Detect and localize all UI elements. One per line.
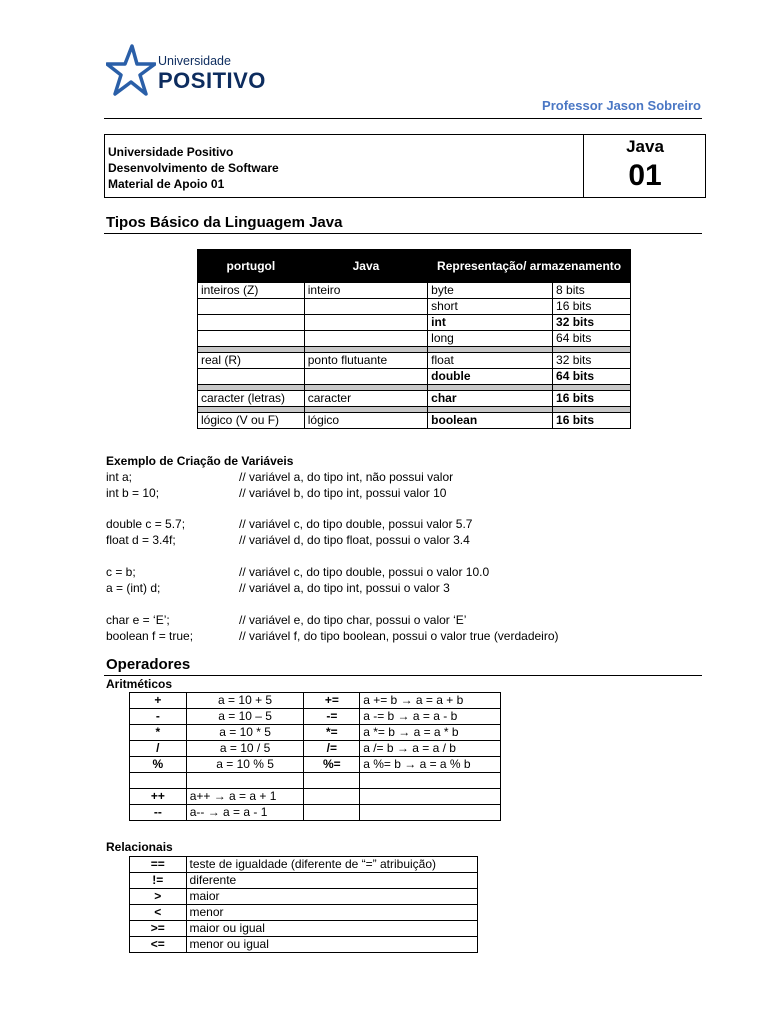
arithmetic-row	[130, 725, 501, 741]
arithmetic-row	[130, 741, 501, 757]
compound-operator-cell	[304, 789, 360, 805]
type-cell: long	[428, 331, 553, 347]
portugol-cell	[198, 299, 305, 315]
arithmetic-row	[130, 773, 501, 789]
operator-cell: --	[130, 805, 187, 821]
relational-row	[130, 937, 478, 953]
relational-operator-cell: <	[130, 905, 187, 921]
relational-description-cell: maior ou igual	[186, 921, 477, 937]
size-cell: 64 bits	[553, 369, 631, 385]
operator-cell: /	[130, 741, 187, 757]
java-cell: lógico	[304, 413, 427, 429]
arithmetic-row	[130, 757, 501, 773]
relational-operator-cell: >	[130, 889, 187, 905]
box-divider	[583, 135, 584, 197]
arithmetic-heading: Aritméticos	[106, 677, 173, 691]
example-cell: a = 10 * 5	[186, 725, 304, 741]
types-header-row	[198, 250, 631, 283]
logo-text-top: Universidade	[158, 54, 231, 68]
example-comment: // variável a, do tipo int, não possui valor	[239, 470, 454, 484]
compound-example-cell: a %= b → a = a % b	[360, 757, 501, 773]
example-code: int b = 10;	[106, 486, 160, 500]
example-code: a = (int) d;	[106, 581, 161, 595]
portugol-cell: lógico (V ou F)	[198, 413, 305, 429]
java-cell	[304, 369, 427, 385]
example-cell: a = 10 / 5	[186, 741, 304, 757]
examples-block	[106, 469, 706, 649]
relational-operator-cell: >=	[130, 921, 187, 937]
example-code: c = b;	[106, 565, 136, 579]
example-cell: a = 10 – 5	[186, 709, 304, 725]
relational-description-cell: maior	[186, 889, 477, 905]
header-representation: Representação/ armazenamento	[428, 250, 631, 283]
portugol-cell	[198, 369, 305, 385]
java-cell	[304, 299, 427, 315]
example-code: float d = 3.4f;	[106, 533, 176, 547]
compound-example-cell	[360, 789, 501, 805]
portugol-cell	[198, 315, 305, 331]
relational-row	[130, 921, 478, 937]
relational-row	[130, 873, 478, 889]
material-number: 01	[628, 159, 662, 192]
example-comment: // variável c, do tipo double, possui o valor 10.0	[239, 565, 490, 579]
example-cell: a++ → a = a + 1	[186, 789, 304, 805]
portugol-cell: real (R)	[198, 353, 305, 369]
java-cell	[304, 315, 427, 331]
compound-example-cell: a -= b → a = a - b	[360, 709, 501, 725]
size-cell: 16 bits	[553, 391, 631, 407]
arithmetic-row	[130, 789, 501, 805]
arithmetic-row	[130, 709, 501, 725]
relational-description-cell: menor	[186, 905, 477, 921]
compound-example-cell: a += b → a = a + b	[360, 693, 501, 709]
compound-example-cell	[360, 805, 501, 821]
relational-row	[130, 905, 478, 921]
header-portugol: portugol	[198, 250, 305, 283]
arithmetic-row	[130, 805, 501, 821]
logo-text-bottom: POSITIVO	[158, 68, 266, 93]
types-row	[198, 369, 631, 385]
type-cell: short	[428, 299, 553, 315]
type-cell: char	[428, 391, 553, 407]
types-heading: Tipos Básico da Linguagem Java	[106, 214, 343, 231]
operator-cell	[130, 773, 187, 789]
compound-operator-cell: -=	[304, 709, 360, 725]
operators-heading: Operadores	[106, 656, 191, 673]
portugol-cell: inteiros (Z)	[198, 283, 305, 299]
university-logo	[106, 44, 276, 96]
compound-operator-cell: +=	[304, 693, 360, 709]
types-row	[198, 331, 631, 347]
types-table	[197, 249, 631, 429]
compound-example-cell: a /= b → a = a / b	[360, 741, 501, 757]
relational-row	[130, 857, 478, 873]
size-cell: 32 bits	[553, 353, 631, 369]
relational-description-cell: diferente	[186, 873, 477, 889]
example-cell	[186, 773, 304, 789]
compound-operator-cell	[304, 805, 360, 821]
types-row	[198, 299, 631, 315]
header-java: Java	[304, 250, 427, 283]
compound-operator-cell: %=	[304, 757, 360, 773]
examples-heading: Exemplo de Criação de Variáveis	[106, 454, 294, 468]
material-line: Material de Apoio 01	[108, 177, 225, 191]
example-code: int a;	[106, 470, 133, 484]
type-cell: int	[428, 315, 553, 331]
size-cell: 64 bits	[553, 331, 631, 347]
portugol-cell	[198, 331, 305, 347]
arithmetic-table	[129, 692, 501, 821]
star-logo-icon	[106, 44, 156, 96]
relational-table	[129, 856, 478, 953]
types-row	[198, 315, 631, 331]
example-comment: // variável f, do tipo boolean, possui o valor true (verdadeiro)	[239, 629, 559, 643]
type-cell: boolean	[428, 413, 553, 429]
operator-cell: -	[130, 709, 187, 725]
relational-description-cell: teste de igualdade (diferente de “=” atribuição)	[186, 857, 477, 873]
institution-line: Universidade Positivo	[108, 145, 234, 159]
size-cell: 8 bits	[553, 283, 631, 299]
operator-cell: *	[130, 725, 187, 741]
relational-row	[130, 889, 478, 905]
type-cell: double	[428, 369, 553, 385]
operator-cell: %	[130, 757, 187, 773]
types-row	[198, 413, 631, 429]
java-cell: ponto flutuante	[304, 353, 427, 369]
relational-operator-cell: !=	[130, 873, 187, 889]
types-heading-rule	[104, 233, 702, 234]
size-cell: 32 bits	[553, 315, 631, 331]
operator-cell: ++	[130, 789, 187, 805]
compound-operator-cell	[304, 773, 360, 789]
compound-operator-cell: /=	[304, 741, 360, 757]
types-row	[198, 283, 631, 299]
example-comment: // variável a, do tipo int, possui o valor 3	[239, 581, 450, 595]
example-comment: // variável e, do tipo char, possui o valor ‘E’	[239, 613, 467, 627]
size-cell: 16 bits	[553, 413, 631, 429]
relational-operator-cell: ==	[130, 857, 187, 873]
professor-name: Professor Jason Sobreiro	[542, 98, 701, 113]
compound-example-cell	[360, 773, 501, 789]
java-cell: caracter	[304, 391, 427, 407]
java-cell	[304, 331, 427, 347]
type-cell: byte	[428, 283, 553, 299]
course-header-box	[104, 134, 706, 198]
type-cell: float	[428, 353, 553, 369]
portugol-cell: caracter (letras)	[198, 391, 305, 407]
arithmetic-row	[130, 693, 501, 709]
compound-operator-cell: *=	[304, 725, 360, 741]
example-comment: // variável d, do tipo float, possui o valor 3.4	[239, 533, 470, 547]
course-info	[108, 144, 279, 192]
size-cell: 16 bits	[553, 299, 631, 315]
header-divider	[104, 118, 702, 119]
example-cell: a = 10 + 5	[186, 693, 304, 709]
relational-heading: Relacionais	[106, 840, 173, 854]
types-row	[198, 391, 631, 407]
java-cell: inteiro	[304, 283, 427, 299]
operator-cell: +	[130, 693, 187, 709]
relational-operator-cell: <=	[130, 937, 187, 953]
example-comment: // variável b, do tipo int, possui valor 10	[239, 486, 447, 500]
compound-example-cell: a *= b → a = a * b	[360, 725, 501, 741]
operators-heading-rule	[104, 675, 702, 676]
example-cell: a-- → a = a - 1	[186, 805, 304, 821]
example-comment: // variável c, do tipo double, possui valor 5.7	[239, 517, 473, 531]
course-line: Desenvolvimento de Software	[108, 161, 279, 175]
example-code: char e = ‘E’;	[106, 613, 170, 627]
example-code: boolean f = true;	[106, 629, 194, 643]
subject-label: Java	[626, 137, 664, 156]
relational-description-cell: menor ou igual	[186, 937, 477, 953]
types-row	[198, 353, 631, 369]
example-code: double c = 5.7;	[106, 517, 186, 531]
example-cell: a = 10 % 5	[186, 757, 304, 773]
